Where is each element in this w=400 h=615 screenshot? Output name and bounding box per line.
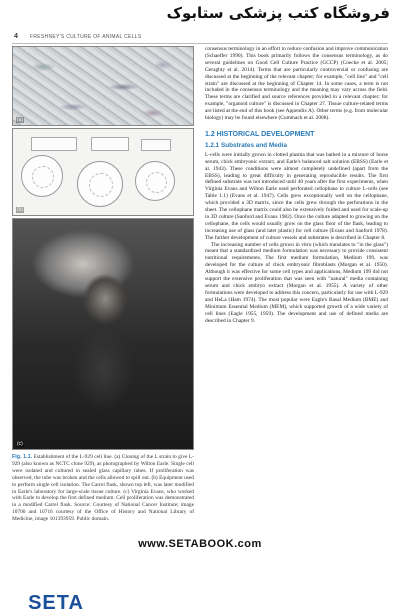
section-heading: 1.2 HISTORICAL DEVELOPMENT: [205, 130, 315, 138]
figure-caption: [12, 454, 194, 523]
body-text-column: [205, 46, 388, 324]
body-paragraph: consensus terminology in an effort to reduce confusion and improve communication (Schaeffer 1990). This book primarily follows the consensus terminology, as do several guidelines on Good Cell Culture Practice (GCCP) (Coecke et al. 2005; Geraghty et al. 2014). Terms that are particularly controversial or confusing are discussed at the beginning of the relevant chapter; for example, "cell line" and "cell strain" are discussed at the beginning of Chapter 14. In some cases, a term is not included in the consensus terminology and the meaning may vary across the field. These terms are clarified and source references provided in a relevant chapter; for example, "organoid culture" is discussed in Chapter 27. Tissue culture-related terms are listed at the end of this book (see Appendix A). Other terms (e.g. from molecular biology) may be found elsewhere (Cummack et al. 2008).: [205, 46, 388, 122]
page-number: 4: [14, 33, 18, 40]
body-paragraph: The increasing number of cells grown in vitro (which translates to "in the glass") meant that a standardized medium formulation was necessary to provide consistent nutritional requirements. The first medium formulation, Medium 199, was developed for the culture of chick embryonic fibroblasts (Morgan et al. 1950). Although it was effective for some cell types and applications, Medium 199 did not support the extensive proliferation that was seen with "natural" media containing serum and chick embryo extract (Morgan et al. 1955). A variety of other formulations were developed to address this concern, particularly for use with L-929 and HeLa (Ham 1974). The most popular were Eagle's Basal Medium (BME) and Minimum Essential Medium (MEM), which supported growth of a wide variety of cell lines (Eagle 1955, 1959). The development and use of defined media are described in Chapter 9.: [205, 241, 388, 324]
page-header: [0, 0, 400, 44]
seta-logo-watermark: [21, 591, 91, 615]
figure-panel-b-equipment: [12, 128, 194, 216]
figure-panel-a-micrograph: [12, 46, 194, 126]
header-rule: [12, 43, 388, 44]
glass-slide: [31, 137, 77, 151]
store-watermark: فروشگاه کتب پزشکی ستابوک: [166, 4, 390, 22]
subsection-heading: 1.2.1 Substrates and Media: [205, 141, 288, 149]
culture-dish: [77, 161, 123, 207]
running-head: FRESHNEY'S CULTURE OF ANIMAL CELLS: [30, 34, 142, 40]
figure-caption-label: Fig. 1.1.: [12, 454, 33, 460]
culture-dish: [135, 161, 175, 201]
logo-text: SETA: [28, 591, 84, 614]
panel-label-a: (a): [17, 117, 24, 123]
panel-label-b: (b): [17, 207, 24, 213]
glass-slide: [91, 137, 129, 151]
panel-label-c: (c): [17, 441, 23, 447]
glass-slide: [141, 139, 171, 151]
figure-caption-text: Establishment of the L-929 cell line. (a) Cloning of the L strain to give L-929 (also known as NCTC clone 929), as photographed by Wilton Earle. Single cell were isolated and cultured in sealed glass capillary tubes. If proliferation was observed, the tube was broken and the cells allowed to spill out. (b) Equipment used to perform single cell isolation. The Carrel flask, shown top left, was later modified in Earle's laboratory for large-scale tissue culture. (c) Virginia Evans, who worked with Earle to develop the first defined medium. Cell proliferation was demonstrated in a modified Carrel flask. Source: Courtesy of National Cancer Institute; image 10700 and 10716 courtesy of the Office of History and National Library of Medicine, image 101393959. Public domain.: [12, 454, 194, 523]
culture-dish: [21, 155, 63, 197]
body-paragraph: L-cells were initially grown in clotted plasma that was bathed in a mixture of horse serum, chick embryonic extract, and Earle's balanced salt solution (EBSS) (Earle et al. 1943). These conditions were almost completely undefined (apart from the EBSS), leading to great difficulty in generating reproducible results. The first defined substrate was not introduced until 40 years after the first experiments, when Virginia Evans and Wilton Earle used perforated cellophane to culture L-cells (see Table 1.1) (Evans et al. 1947). Cells grew exceptionally well on the cellophane, which provided a 3D matrix, since the cells grew through the perforations in the sheet. The cellophane matrix could also be extensively folded and used for scale-up in 3D culture (Sanford and Evans 1982). Once the culture adapted to growing on the cellophane, the cells would usually grow on the glass floor of the flask, leading to increasing use of glass (and later plastic) for cell culture (Evans and Sanford 1978). The further development of culture vessels and substrates is described in Chapter 8.: [205, 151, 388, 241]
footer-url-watermark: www.SETABOOK.com: [138, 538, 262, 550]
